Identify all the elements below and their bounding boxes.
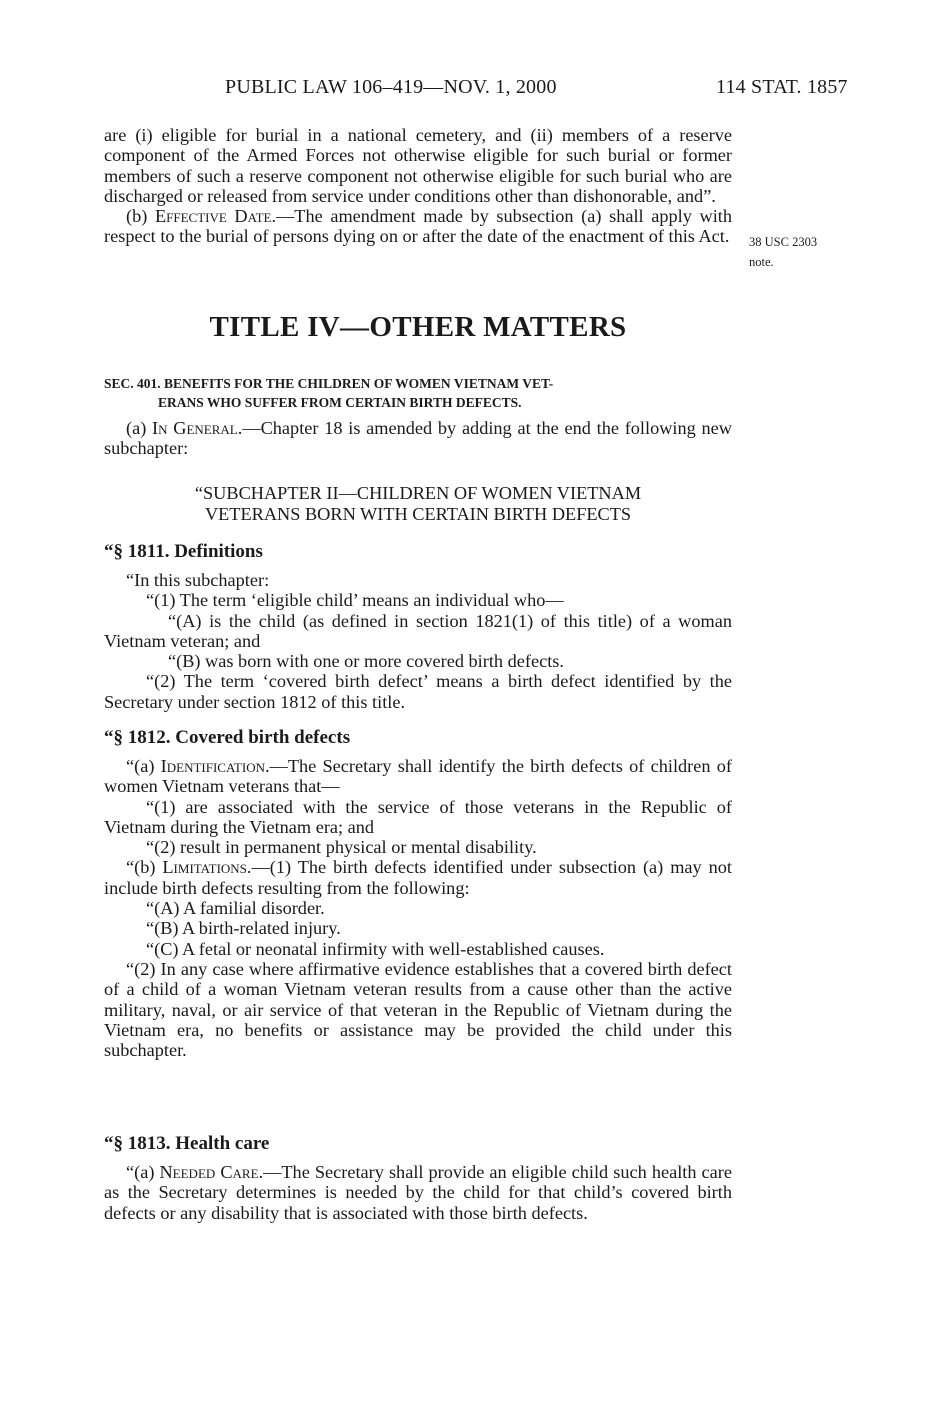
intro-paragraph: are (i) eligible for burial in a national cemetery, and (ii) members of a reserve component of the Armed Forces not otherwise eligible for such burial or former members of such a reserve component not otherwise eligible for such burial who are discharged or released from service under conditions other than dishonorable, and”.	[104, 125, 732, 206]
section-1811-body	[104, 570, 732, 712]
in-general-paragraph	[104, 418, 732, 459]
s1813-a-prefix: “(a)	[126, 1162, 160, 1182]
section-heading-line-2: ERANS WHO SUFFER FROM CERTAIN BIRTH DEFECTS.	[158, 395, 522, 410]
subchapter-heading-line-1: “SUBCHAPTER II—CHILDREN OF WOMEN VIETNAM	[194, 483, 642, 503]
subchapter-heading-line-2: VETERANS BORN WITH CERTAIN BIRTH DEFECTS	[204, 504, 632, 524]
section-1813-heading: “§ 1813. Health care	[104, 1133, 270, 1154]
effective-date-heading: Effective Date	[154, 206, 272, 227]
s1812-para-b1c: “(C) A fetal or neonatal infirmity with well-established causes.	[146, 938, 605, 959]
in-general-prefix: (a)	[126, 418, 153, 438]
s1812-para-a2: “(2) result in permanent physical or mental disability.	[146, 837, 537, 858]
s1811-para-2: “(2) The term ‘covered birth defect’ means a birth defect identified by the Secretary under section 1812 of this title.	[104, 671, 732, 712]
s1813-a-text: .—The Secretary shall provide an eligible child such health care as the Secretary determines is needed by the child for that child’s covered birth defects or any disability that is associated with those birth defects.	[104, 1162, 732, 1223]
title-heading: TITLE IV—OTHER MATTERS	[209, 311, 627, 343]
s1812-para-b2: “(2) In any case where affirmative evidence establishes that a covered birth defect of a child of a woman Vietnam veteran results from a cause other than the active military, naval, or air service of that veteran in the Republic of Vietnam during the Vietnam era, no benefits or assistance may be provided the child under this subchapter.	[104, 958, 732, 1061]
s1812-para-b	[104, 857, 732, 898]
section-1811-heading: “§ 1811. Definitions	[104, 541, 263, 562]
margin-note	[749, 232, 817, 272]
effective-date-paragraph	[104, 206, 732, 247]
effective-date-text: .—The amendment made by subsection (a) shall apply with respect to the burial of persons dying on or after the date of the enactment of this Act.	[104, 206, 732, 247]
section-401-heading	[104, 374, 732, 412]
intro-block	[104, 125, 732, 247]
s1812-a-text: .—The Secretary shall identify the birth defects of children of women Vietnam veterans that—	[104, 756, 732, 797]
s1812-para-b1b: “(B) A birth-related injury.	[146, 918, 341, 939]
s1812-b-prefix: “(b)	[126, 857, 163, 878]
section-1812-body	[104, 756, 732, 1060]
s1813-para-a	[104, 1162, 732, 1223]
s1811-para-1: “(1) The term ‘eligible child’ means an individual who—	[146, 590, 564, 611]
section-1812-heading: “§ 1812. Covered birth defects	[104, 727, 351, 748]
s1813-a-heading: Needed Care	[159, 1162, 259, 1182]
s1812-b-text: .—(1) The birth defects identified under subsection (a) may not include birth defects resulting from the following:	[104, 857, 732, 898]
s1812-para-a	[104, 756, 732, 797]
s1811-intro: “In this subchapter:	[126, 570, 270, 590]
subchapter-heading	[104, 483, 732, 525]
header-public-law: PUBLIC LAW 106–419—NOV. 1, 2000	[225, 76, 557, 98]
effective-date-prefix: (b)	[126, 206, 155, 227]
in-general-text: .—Chapter 18 is amended by adding at the end the following new subchapter:	[104, 418, 732, 459]
s1812-para-b1a: “(A) A familial disorder.	[146, 898, 325, 919]
section-1813-body	[104, 1162, 732, 1223]
s1812-a-heading: Identification	[160, 756, 265, 776]
margin-note-label: note.	[749, 255, 774, 269]
s1811-para-1b: “(B) was born with one or more covered birth defects.	[168, 651, 564, 672]
s1812-a-prefix: “(a)	[126, 756, 161, 776]
s1811-para-1a: “(A) is the child (as defined in section 1821(1) of this title) of a woman Vietnam veteran; and	[104, 610, 732, 651]
s1812-b-heading: Limitations	[162, 857, 247, 878]
margin-note-citation: 38 USC 2303	[749, 235, 818, 249]
section-heading-line-1: SEC. 401. BENEFITS FOR THE CHILDREN OF WOMEN VIETNAM VET-	[104, 376, 554, 391]
section-401-a-block	[104, 418, 732, 459]
header-stat-page: 114 STAT. 1857	[716, 76, 848, 98]
in-general-heading: In General	[152, 418, 238, 438]
s1812-para-a1: “(1) are associated with the service of those veterans in the Republic of Vietnam during the Vietnam era; and	[104, 796, 732, 837]
